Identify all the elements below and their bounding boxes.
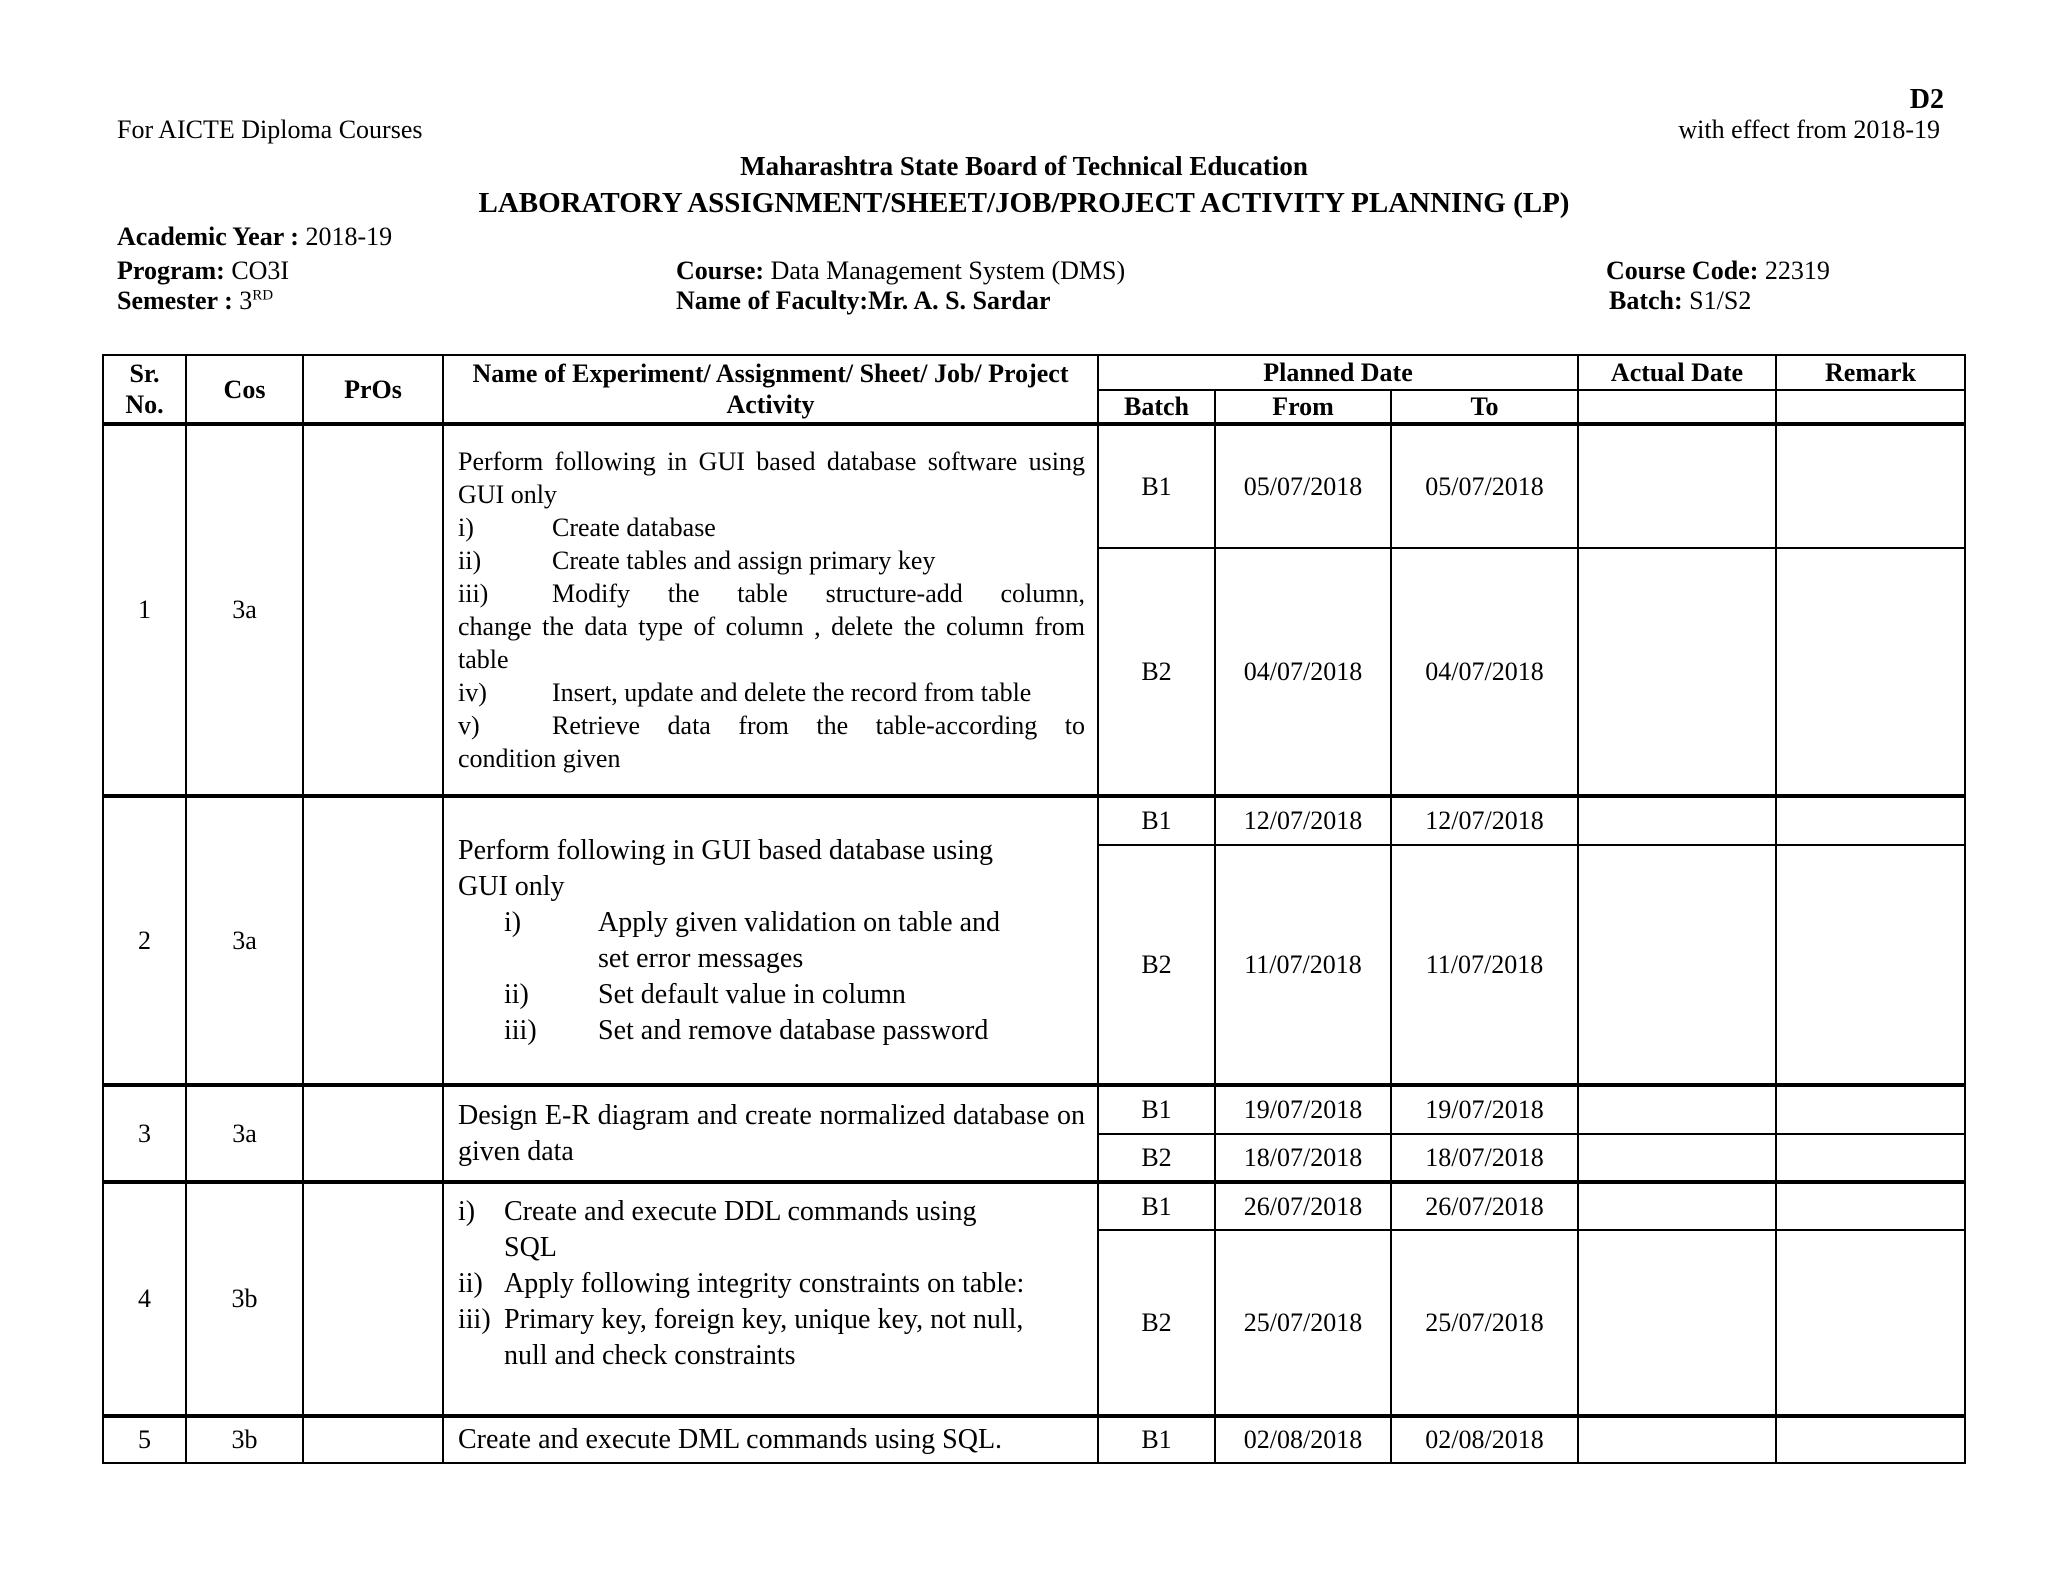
activity-intro: Design E-R diagram and create normalized database on given data: [458, 1099, 1085, 1167]
table-row: [103, 1182, 1965, 1416]
academic-year-value: 2018-19: [305, 222, 393, 251]
activity-intro: Perform following in GUI based database software using GUI only: [458, 447, 1085, 509]
pros-cell: [303, 796, 443, 1085]
header-actual-date-blank: [1578, 390, 1776, 424]
to-date-cell: 02/08/2018: [1391, 1416, 1578, 1463]
batch: [1609, 286, 1751, 316]
batch-cell: B1: [1098, 1182, 1215, 1230]
course-type-label: For AICTE Diploma Courses: [117, 115, 423, 144]
cos-cell: 3a: [186, 796, 303, 1085]
sr-no-cell: 5: [103, 1416, 186, 1463]
list-item: SQL: [504, 1232, 557, 1263]
sr-no-cell: 3: [103, 1085, 186, 1182]
activity-description: [443, 424, 1098, 796]
to-date-cell: 19/07/2018: [1391, 1085, 1578, 1134]
remark-cell: [1776, 845, 1965, 1085]
list-item: iii) Modify the table structure-add column,: [458, 579, 1085, 608]
batch-cell: B2: [1098, 845, 1215, 1085]
faculty-label: Name of Faculty:: [676, 286, 869, 315]
header-sr-no: Sr. No.: [103, 355, 186, 424]
cos-cell: 3a: [186, 1085, 303, 1182]
header-pros: PrOs: [303, 355, 443, 424]
header-planned-date: Planned Date: [1098, 355, 1578, 390]
pros-cell: [303, 1085, 443, 1182]
batch-value: S1/S2: [1689, 286, 1752, 315]
actual-date-cell: [1578, 1085, 1776, 1134]
list-item: set error messages: [598, 942, 804, 974]
batch-cell: B1: [1098, 1085, 1215, 1134]
actual-date-cell: [1578, 1230, 1776, 1416]
remark-cell: [1776, 548, 1965, 796]
faculty: [676, 286, 1051, 316]
faculty-value: Mr. A. S. Sardar: [868, 286, 1051, 315]
header-cos: Cos: [186, 355, 303, 424]
list-item: v) Retrieve data from the table-according to: [458, 711, 1085, 740]
activity-description: [443, 796, 1098, 1085]
page-title: LABORATORY ASSIGNMENT/SHEET/JOB/PROJECT ACTIVITY PLANNING (LP): [478, 187, 1570, 219]
remark-cell: [1776, 796, 1965, 845]
semester: [117, 286, 273, 316]
pros-cell: [303, 1416, 443, 1463]
program: [117, 256, 289, 286]
to-date-cell: 18/07/2018: [1391, 1134, 1578, 1182]
remark-cell: [1776, 424, 1965, 548]
program-value: CO3I: [231, 256, 290, 285]
batch-label: Batch:: [1609, 286, 1683, 315]
to-date-cell: 25/07/2018: [1391, 1230, 1578, 1416]
to-date-cell: 04/07/2018: [1391, 548, 1578, 796]
from-date-cell: 18/07/2018: [1215, 1134, 1391, 1182]
activity-intro: Perform following in GUI based database using GUI only: [458, 834, 993, 902]
batch-cell: B1: [1098, 796, 1215, 845]
header-actual-date: Actual Date: [1578, 355, 1776, 390]
table-row: [103, 1416, 1965, 1463]
list-item: iii) Primary key, foreign key, unique key, not null,: [458, 1304, 1024, 1335]
cos-cell: 3a: [186, 424, 303, 796]
from-date-cell: 05/07/2018: [1215, 424, 1391, 548]
activity-description: [443, 1182, 1098, 1416]
header-remark: Remark: [1776, 355, 1965, 390]
academic-year-label: Academic Year :: [117, 222, 299, 251]
actual-date-cell: [1578, 1416, 1776, 1463]
document-code: D2: [1909, 84, 1944, 115]
activity-description: [443, 1416, 1098, 1463]
sr-no-cell: 4: [103, 1182, 186, 1416]
list-item: i) Create database: [458, 513, 716, 542]
header-batch: Batch: [1098, 390, 1215, 424]
header-activity-name: Name of Experiment/ Assignment/ Sheet/ Job/ Project Activity: [443, 355, 1098, 424]
list-item: i) Create and execute DDL commands using: [458, 1196, 977, 1227]
course: [676, 256, 1125, 286]
effective-from-label: with effect from 2018-19: [1678, 115, 1940, 144]
list-item: i) Apply given validation on table and: [504, 906, 1001, 938]
remark-cell: [1776, 1134, 1965, 1182]
from-date-cell: 02/08/2018: [1215, 1416, 1391, 1463]
sr-no-cell: 1: [103, 424, 186, 796]
program-label: Program:: [117, 256, 225, 285]
list-item: ii) Apply following integrity constraints on table:: [458, 1268, 1025, 1299]
list-item: null and check constraints: [504, 1340, 796, 1371]
from-date-cell: 26/07/2018: [1215, 1182, 1391, 1230]
actual-date-cell: [1578, 1182, 1776, 1230]
to-date-cell: 26/07/2018: [1391, 1182, 1578, 1230]
activity-planning-table: [102, 354, 1966, 1464]
list-item: ii) Set default value in column: [504, 978, 906, 1010]
course-code-label: Course Code:: [1606, 256, 1759, 285]
pros-cell: [303, 1182, 443, 1416]
actual-date-cell: [1578, 1134, 1776, 1182]
batch-cell: B2: [1098, 548, 1215, 796]
table-row: [103, 424, 1965, 796]
cos-cell: 3b: [186, 1182, 303, 1416]
remark-cell: [1776, 1085, 1965, 1134]
list-item: iv) Insert, update and delete the record from table: [458, 678, 1032, 707]
header-to: To: [1391, 390, 1578, 424]
remark-cell: [1776, 1416, 1965, 1463]
course-value: Data Management System (DMS): [770, 256, 1126, 285]
batch-cell: B1: [1098, 1416, 1215, 1463]
cos-cell: 3b: [186, 1416, 303, 1463]
course-code: [1606, 256, 1830, 286]
from-date-cell: 25/07/2018: [1215, 1230, 1391, 1416]
semester-value: 3: [239, 286, 253, 315]
remark-cell: [1776, 1182, 1965, 1230]
header-remark-blank: [1776, 390, 1965, 424]
actual-date-cell: [1578, 424, 1776, 548]
course-label: Course:: [676, 256, 765, 285]
list-item-continuation: condition given: [458, 744, 621, 773]
to-date-cell: 12/07/2018: [1391, 796, 1578, 845]
list-item: iii) Set and remove database password: [504, 1014, 989, 1046]
academic-year: [117, 222, 392, 252]
from-date-cell: 19/07/2018: [1215, 1085, 1391, 1134]
header-from: From: [1215, 390, 1391, 424]
to-date-cell: 05/07/2018: [1391, 424, 1578, 548]
from-date-cell: 12/07/2018: [1215, 796, 1391, 845]
actual-date-cell: [1578, 548, 1776, 796]
batch-cell: B2: [1098, 1230, 1215, 1416]
actual-date-cell: [1578, 845, 1776, 1085]
list-item: ii) Create tables and assign primary key: [458, 546, 936, 575]
from-date-cell: 11/07/2018: [1215, 845, 1391, 1085]
board-name: Maharashtra State Board of Technical Education: [740, 151, 1308, 181]
batch-cell: B2: [1098, 1134, 1215, 1182]
table-row: [103, 1085, 1965, 1182]
batch-cell: B1: [1098, 424, 1215, 548]
list-item-continuation: change the data type of column , delete the column from table: [458, 612, 1085, 674]
actual-date-cell: [1578, 796, 1776, 845]
activity-intro: Create and execute DML commands using SQL.: [458, 1424, 1003, 1455]
table-row: [103, 796, 1965, 1085]
to-date-cell: 11/07/2018: [1391, 845, 1578, 1085]
pros-cell: [303, 424, 443, 796]
course-code-value: 22319: [1764, 256, 1830, 285]
activity-description: [443, 1085, 1098, 1182]
remark-cell: [1776, 1230, 1965, 1416]
semester-label: Semester :: [117, 286, 233, 315]
from-date-cell: 04/07/2018: [1215, 548, 1391, 796]
sr-no-cell: 2: [103, 796, 186, 1085]
semester-suffix: RD: [252, 287, 274, 304]
